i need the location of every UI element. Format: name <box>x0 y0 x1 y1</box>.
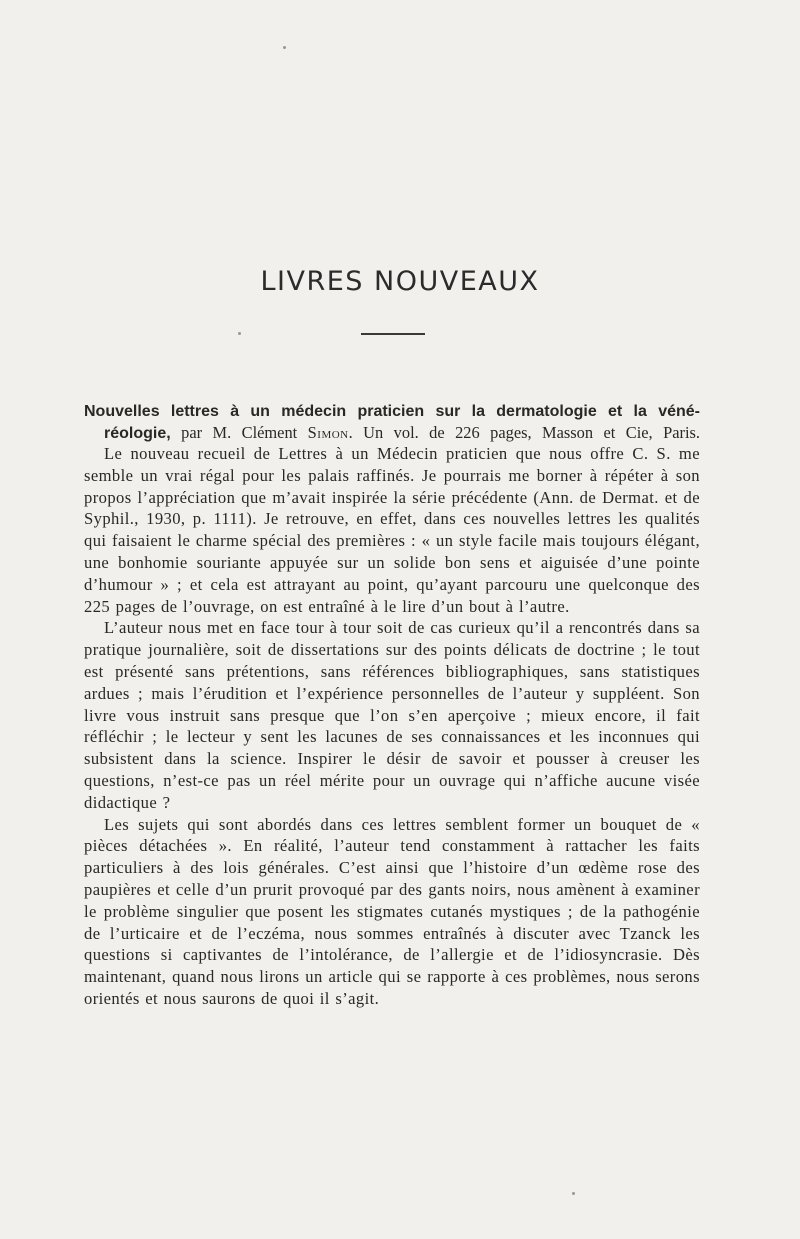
paper-speck <box>572 1192 575 1195</box>
book-title-continued: réologie, <box>104 425 171 442</box>
book-citation-line <box>84 422 700 444</box>
review-paragraph: Le nouveau recueil de Lettres à un Médecin praticien que nous offre C. S. me semble un vrai régal pour les palais raffinés. Je pourrais me borner à répéter à son propos l’appréciation que m’avait inspirée la série précédente (Ann. de Dermat. et de Syphil., 1930, p. 1111). Je retrouve, en effet, dans ces nouvelles lettres les qualités qui faisaient le charme spécial des premières : « un style facile mais toujours élégant, une bonhomie souriante appuyée sur un solide bon sens et aiguisée d’une pointe d’humour » ; et cela est attrayant au point, qu’ayant parcouru une quelconque des 225 pages de l’ouvrage, on est entraîné à le lire d’un bout à l’autre. <box>84 444 700 616</box>
review-body <box>84 443 700 1010</box>
publication-details: . Un vol. de 226 pages, Masson et Cie, Paris. <box>348 423 700 442</box>
author-name: Simon <box>307 423 349 442</box>
book-title: Nouvelles lettres à un médecin praticien sur la dermatologie et la véné- <box>84 403 700 420</box>
review-paragraph: Les sujets qui sont abordés dans ces lettres semblent former un bouquet de « pièces détachées ». En réalité, l’auteur tend constamment à rattacher les faits particuliers à des lois générales. C’est ainsi que l’histoire d’un œdème rose des paupières et celle d’un prurit provoqué par des gants noirs, nous amènent à examiner le problème singulier que posent les stigmates cutanés mystiques ; de la pathogénie de l’urticaire et de l’eczéma, nous sommes entraînés à discuter avec Tzanck les questions si captivantes de l’intolérance, de l’allergie et de l’idiosyncrasie. Dès maintenant, quand nous lirons un article qui se rapporte à ces problèmes, nous serons orientés et nous saurons de quoi il s’agit. <box>84 814 700 1008</box>
section-title: LIVRES NOUVEAUX <box>260 266 540 297</box>
author-prefix: par M. Clément <box>170 423 308 442</box>
review-paragraph: L’auteur nous met en face tour à tour soit de cas curieux qu’il a rencontrés dans sa pratique journalière, soit de dissertations sur des points délicats de doctrine ; le tout est présenté sans prétentions, sans références bibliographiques, sans statistiques ardues ; mais l’érudition et l’expérience personnelles de l’auteur y suppléent. Son livre vous instruit sans presque que l’on s’en aperçoive ; mieux encore, il fait réfléchir ; le lecteur y sent les lacunes de ses connaissances et les inconnues qui subsistent dans la science. Inspirer le désir de savoir et pousser à creuser les questions, n’est-ce pas un réel mérite pour un ouvrage qui n’affiche aucune visée didactique ? <box>84 618 700 812</box>
book-title-line <box>84 400 700 422</box>
title-divider <box>361 333 425 335</box>
paper-speck <box>238 332 241 335</box>
paper-speck <box>283 46 286 49</box>
book-heading <box>84 400 700 444</box>
